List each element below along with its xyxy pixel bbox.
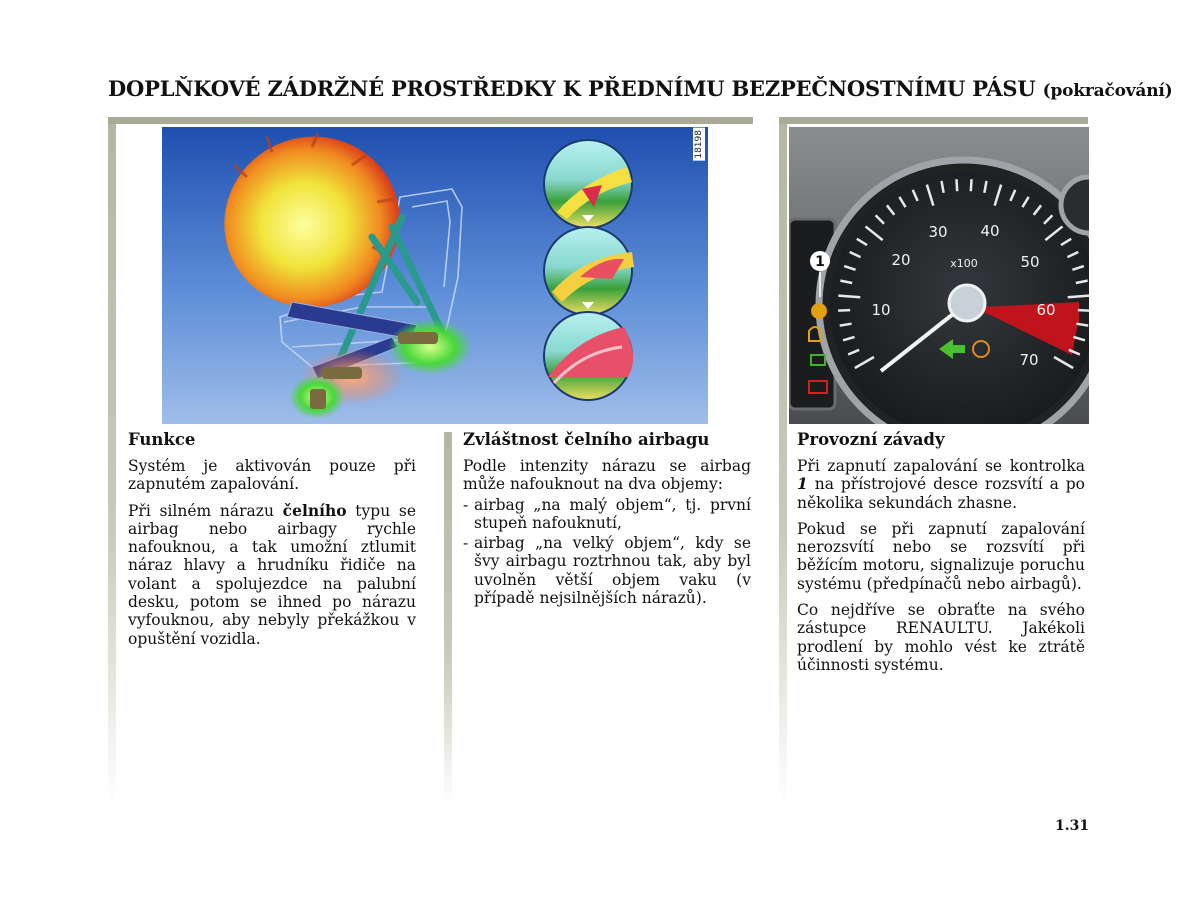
gauge-label-40: 40 bbox=[980, 222, 1000, 240]
list-item: - airbag „na malý objem“, tj. první stupeň nafouknutí, bbox=[463, 496, 751, 533]
heading-zvlastnost: Zvláštnost čelního airbagu bbox=[463, 430, 710, 449]
list-item: - airbag „na velký objem“, kdy se švy airbagu roztrhnou tak, aby byl uvolněn větší objem vaku (v případě nejsilnějších nárazů). bbox=[463, 534, 751, 607]
figure-code: 18198 bbox=[694, 130, 704, 159]
top-rule-right bbox=[779, 117, 1088, 124]
paragraph: Co nejdříve se obraťte na svého zástupce RENAULTU. Jakékoli prodlení by mohlo vést ke ztrátě účinnosti systému. bbox=[797, 601, 1085, 674]
paragraph: Pokud se při zapnutí zapalování nerozsvítí nebo se rozsvítí při běžícím motoru, signalizuje poruchu systému (předpínačů nebo airbagů). bbox=[797, 519, 1085, 593]
page-number: 1.31 bbox=[1055, 818, 1090, 834]
gauge-tick bbox=[1078, 310, 1089, 311]
airbag-illustration bbox=[162, 127, 708, 424]
gauge-label-70: 70 bbox=[1019, 351, 1039, 369]
gauge-label-50: 50 bbox=[1020, 253, 1040, 271]
gauge-label-30: 30 bbox=[928, 223, 948, 241]
airbag-deployment-drawing bbox=[162, 127, 708, 424]
gauge-tick bbox=[1068, 296, 1089, 298]
gauge-tick bbox=[838, 296, 860, 298]
column-provozni-zavady bbox=[797, 457, 1085, 682]
bold-term: čelního bbox=[282, 500, 347, 520]
column-zvlastnost bbox=[463, 457, 751, 609]
title-continuation: (pokračování) bbox=[1042, 81, 1173, 101]
paragraph: Systém je aktivován pouze při zapnutém zapalování. bbox=[128, 457, 416, 494]
paragraph: Při zapnutí zapalování se kontrolka 1 na přístrojové desce rozsvítí a po několika sekundách zhasne. bbox=[797, 457, 1085, 512]
gauge-tick bbox=[838, 310, 850, 311]
column-rule-2 bbox=[444, 432, 452, 804]
gauge-label-10: 10 bbox=[871, 301, 891, 319]
paragraph: Podle intenzity nárazu se airbag může nafouknout na dva objemy: bbox=[463, 457, 751, 494]
column-rule-3 bbox=[779, 124, 787, 804]
top-rule-left bbox=[108, 117, 753, 124]
indicator-number: 1 bbox=[797, 474, 808, 494]
instrument-panel-illustration bbox=[789, 127, 1089, 424]
heading-provozni-zavady: Provozní závady bbox=[797, 430, 945, 449]
column-rule-1 bbox=[108, 124, 116, 804]
column-funkce bbox=[128, 457, 416, 656]
gauge-tick bbox=[971, 179, 972, 191]
gauge-tick bbox=[956, 179, 957, 191]
page-title: DOPLŇKOVÉ ZÁDRŽNÉ PROSTŘEDKY K PŘEDNÍMU BEZPEČNOSTNÍMU PÁSU (pokračování) bbox=[108, 76, 1173, 101]
list bbox=[463, 496, 751, 608]
paragraph: Při silném nárazu čelního typu se airbag nebo airbagy rychle nafouknou, a tak umožní ztlumit náraz hlavy a hrudníku řidiče na volant a spolujezdce na palubní desku, potom se ihned po nárazu vyfouknou, aby nebyly překážkou v opuštění vozidla. bbox=[128, 500, 417, 648]
gauge-label-20: 20 bbox=[891, 251, 911, 269]
tachometer-drawing bbox=[789, 127, 1089, 424]
callout-number: 1 bbox=[815, 254, 825, 270]
heading-funkce: Funkce bbox=[128, 430, 196, 449]
gauge-label-60: 60 bbox=[1036, 301, 1056, 319]
gauge-unit: x100 bbox=[950, 257, 978, 270]
